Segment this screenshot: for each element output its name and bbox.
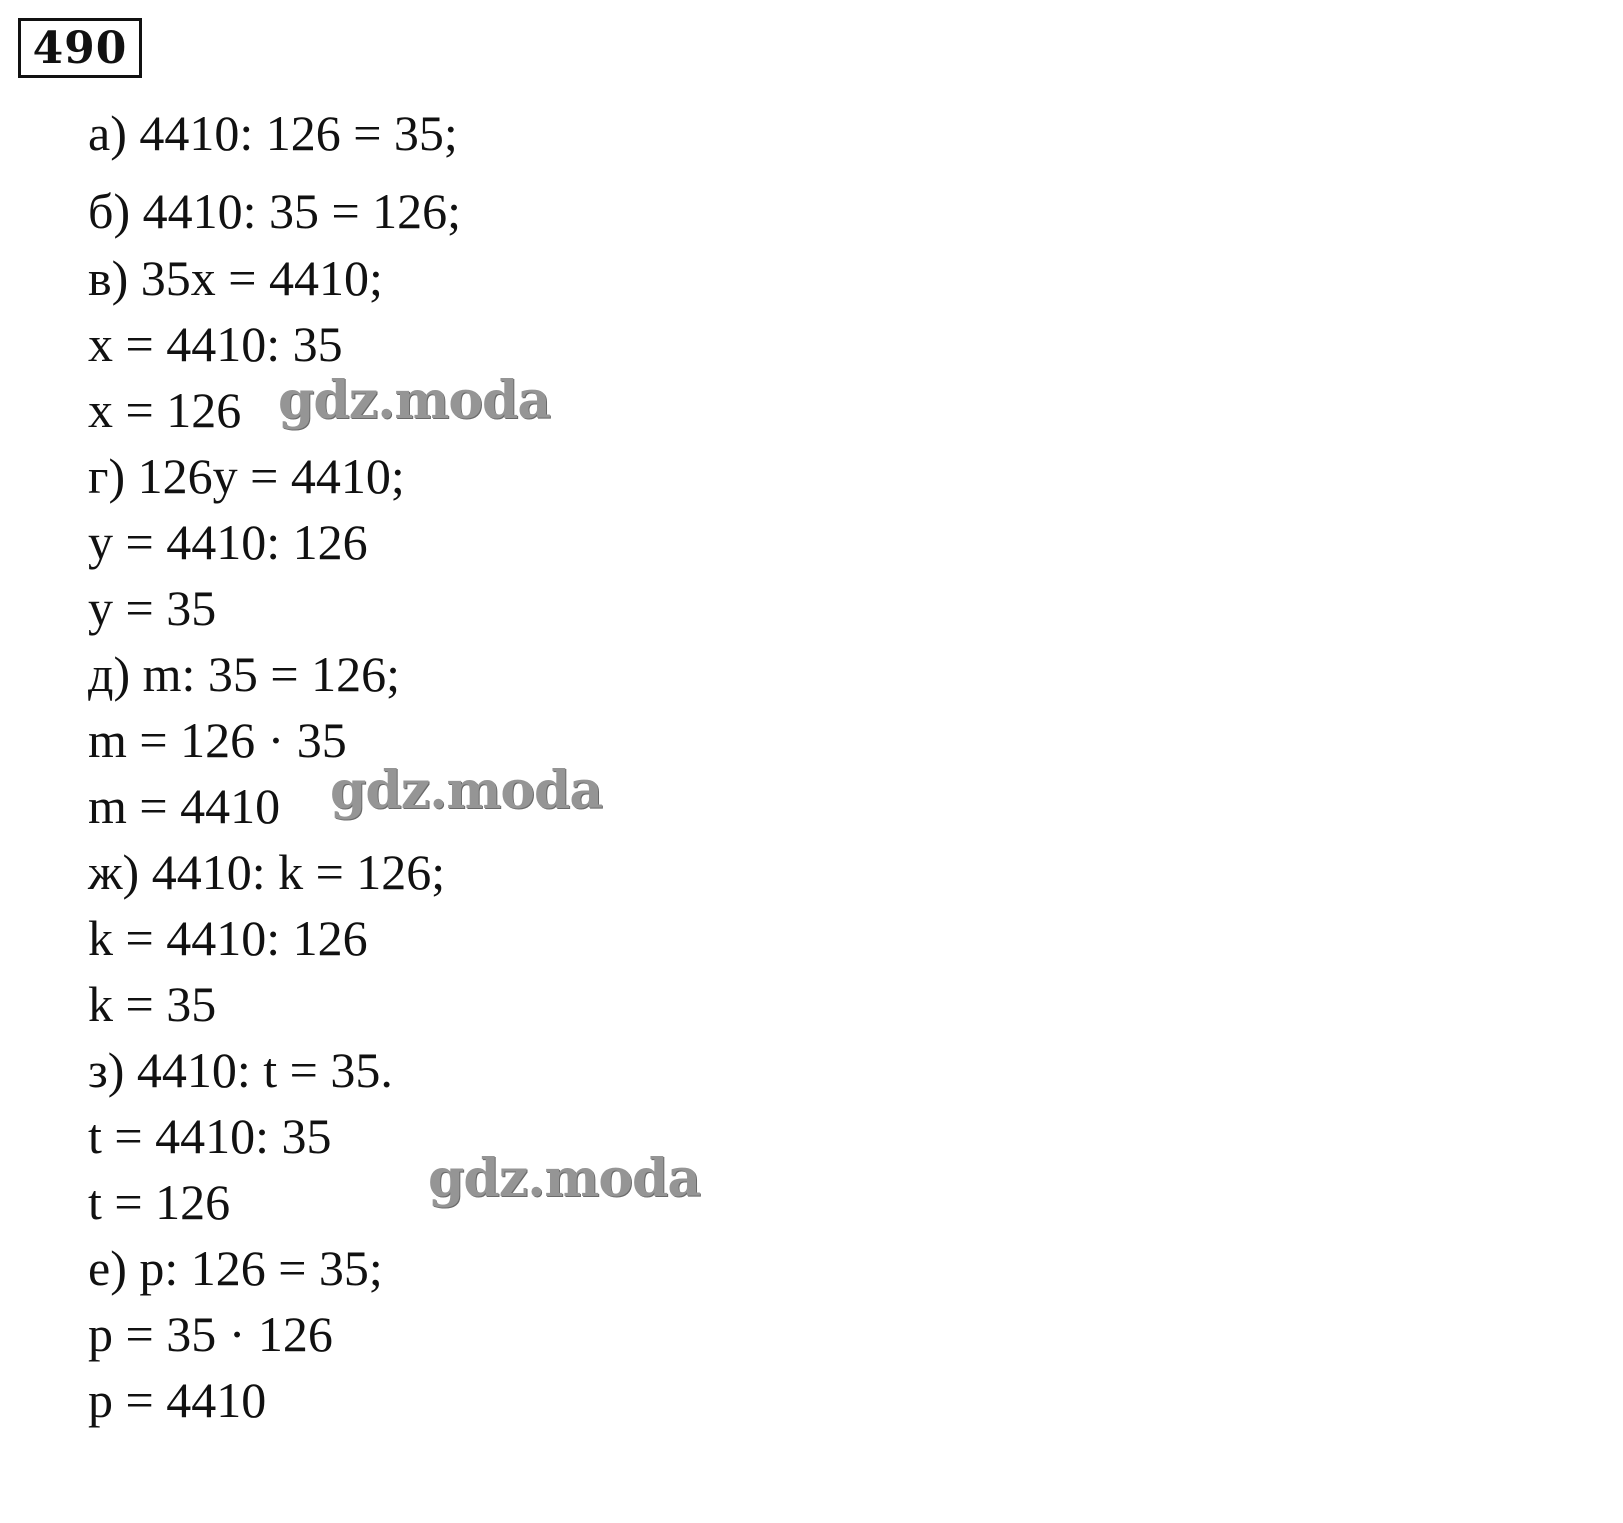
solution-line-b: б) 4410: 35 = 126;	[88, 183, 462, 239]
solution-line-e-step1: p = 35 · 126	[88, 1306, 333, 1362]
task-number-box: 490	[18, 18, 142, 78]
solution-line-zh: ж) 4410: k = 126;	[88, 844, 446, 900]
solution-line-g-step2: y = 35	[88, 580, 217, 636]
watermark-2: gdz.moda	[330, 760, 603, 821]
solution-line-g: г) 126y = 4410;	[88, 448, 405, 504]
watermark-3: gdz.moda	[428, 1148, 701, 1209]
solution-line-z-step1: t = 4410: 35	[88, 1108, 332, 1164]
solution-line-zh-step2: k = 35	[88, 976, 217, 1032]
solution-line-e-step2: p = 4410	[88, 1372, 267, 1428]
solution-line-v-step2: x = 126	[88, 382, 242, 438]
solution-line-d: д) m: 35 = 126;	[88, 646, 400, 702]
solution-line-e: е) p: 126 = 35;	[88, 1240, 383, 1296]
solution-line-v-step1: x = 4410: 35	[88, 316, 343, 372]
solution-line-zh-step1: k = 4410: 126	[88, 910, 368, 966]
solution-line-v: в) 35x = 4410;	[88, 250, 383, 306]
solution-line-g-step1: y = 4410: 126	[88, 514, 368, 570]
solution-line-d-step1: m = 126 · 35	[88, 712, 347, 768]
watermark-1: gdz.moda	[278, 370, 551, 431]
solution-line-a: а) 4410: 126 = 35;	[88, 105, 458, 161]
solution-line-z: з) 4410: t = 35.	[88, 1042, 393, 1098]
solution-line-d-step2: m = 4410	[88, 778, 281, 834]
solution-line-z-step2: t = 126	[88, 1174, 231, 1230]
